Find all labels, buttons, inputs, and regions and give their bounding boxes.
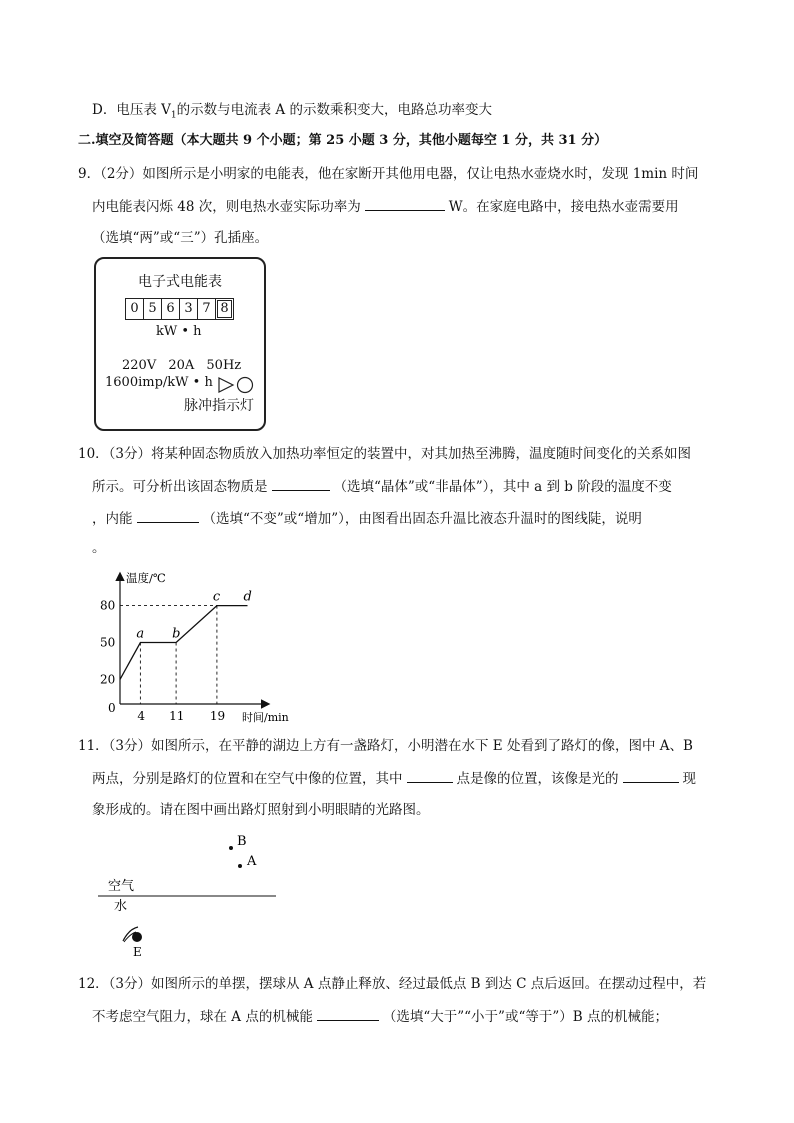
point-a-label: A [247, 854, 257, 869]
temperature-series-line [120, 606, 248, 680]
q12-line1: 12．（3分）如图所示的单摆，摆球从 A 点静止释放、经过最低点 B 到达 C 点后返回。在摆动过程中，若 [78, 976, 707, 992]
option-d: D．电压表 $V_1$的示数与电流表 A 的示数乘积变大，电路总功率变大 [92, 102, 492, 121]
point-a-dot [238, 864, 242, 868]
point-label: c [212, 589, 221, 605]
q10-blank-1[interactable] [272, 476, 330, 491]
pulse-label: 脉冲指示灯 [184, 398, 254, 414]
meter-digit: 7 [197, 298, 216, 320]
section-title: 二.填空及简答题（本大题共 9 个小题；第 25 小题 3 分，其他小题每空 1 分，共 31 分） [78, 133, 608, 148]
meter-title: 电子式电能表 [138, 274, 222, 290]
x-tick-label: 11 [169, 709, 185, 723]
eye-icon [123, 927, 142, 942]
q9-blank-1[interactable] [365, 196, 445, 211]
pulse-indicator-icon [217, 376, 257, 394]
optics-figure [96, 828, 296, 960]
q11-blank-1[interactable] [407, 768, 453, 783]
energy-meter-figure [94, 257, 266, 431]
y-tick-label: 50 [100, 635, 116, 650]
point-label: a [136, 626, 145, 642]
water-label: 水 [114, 899, 128, 914]
q12-line2: 不考虑空气阻力，球在 A 点的机械能 （选填“大于”“小于”或“等于”）B 点的机械能； [92, 1006, 668, 1027]
q11-line2: 两点，分别是路灯的位置和在空气中像的位置，其中 点是像的位置，该像是光的 现 [92, 768, 696, 789]
temperature-time-chart [96, 566, 306, 726]
q9-line3: （选填“两”或“三”）孔插座。 [92, 230, 269, 246]
q10-line3: ，内能 （选填“不变”或“增加”），由图看出固态升温比液态升温时的图线陡，说明 [92, 508, 642, 529]
meter-specs: 220V 20A 50Hz [122, 358, 242, 373]
q11-line3: 象形成的。请在图中画出路灯照射到小明眼睛的光路图。 [92, 802, 430, 818]
meter-digit: 5 [143, 298, 162, 320]
point-b-label: B [237, 834, 247, 849]
y-tick-label: 20 [100, 672, 116, 687]
meter-digit: 3 [179, 298, 198, 320]
q10-line1: 10．（3分）将某种固态物质放入加热功率恒定的装置中，对其加热至沸腾，温度随时间变化的关系如图 [78, 446, 692, 462]
air-label: 空气 [108, 879, 135, 894]
meter-digit-decimal: 8 [215, 298, 234, 320]
q9-line2: 内电能表闪烁 48 次，则电热水壶实际功率为 W。在家庭电路中，接电热水壶需要用 [92, 196, 679, 217]
q10-blank-2[interactable] [137, 508, 199, 523]
y-axis-label: 温度/℃ [126, 571, 166, 585]
q11-blank-2[interactable] [623, 768, 679, 783]
y-tick-label: 80 [100, 598, 116, 613]
meter-digits [126, 298, 234, 320]
x-tick-label: 19 [209, 709, 226, 723]
x-tick-label: 4 [137, 709, 146, 723]
meter-digit: 0 [125, 298, 144, 320]
q11-line1: 11．（3分）如图所示，在平静的湖边上方有一盏路灯，小明潜在水下 E 处看到了路灯的像，图中 A、B [78, 738, 693, 754]
meter-digit: 6 [161, 298, 180, 320]
origin-label: 0 [108, 701, 116, 715]
meter-imp: 1600imp/kW • h [105, 375, 213, 390]
q10-line4: 。 [92, 540, 106, 556]
eye-label: E [133, 945, 142, 959]
point-label: d [243, 589, 252, 605]
q9-line1: 9．（2分）如图所示是小明家的电能表，他在家断开其他用电器，仅让电热水壶烧水时，发现 1min 时间 [78, 166, 699, 182]
q10-line2: 所示。可分析出该固态物质是 （选填“晶体”或“非晶体”），其中 a 到 b 阶段的温度不变 [92, 476, 672, 497]
q12-blank-1[interactable] [317, 1006, 379, 1021]
x-axis-label: 时间/min [242, 711, 289, 724]
point-b-dot [229, 846, 233, 850]
meter-unit: kW • h [156, 324, 202, 339]
point-label: b [172, 626, 181, 642]
